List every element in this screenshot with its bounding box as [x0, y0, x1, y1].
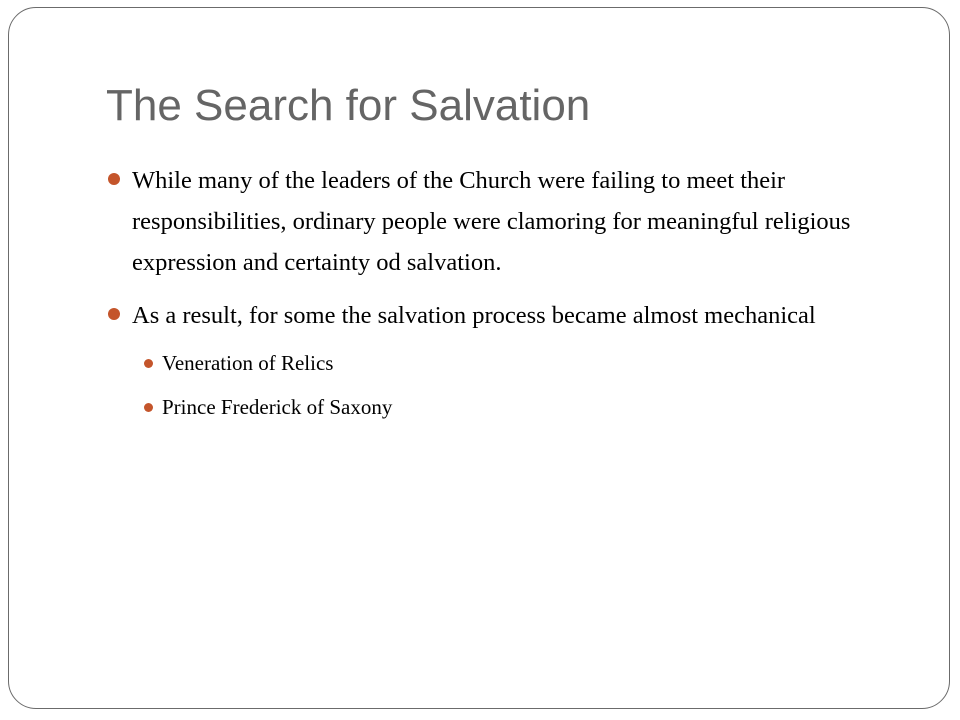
bullet-dot-icon: [108, 308, 120, 320]
sub-bullet-text: Veneration of Relics: [162, 351, 334, 375]
bullet-item: [106, 160, 866, 283]
bullet-item: [106, 295, 866, 336]
sub-bullet-item: [144, 392, 866, 422]
sub-bullet-item: [144, 348, 866, 378]
bullet-text: While many of the leaders of the Church were failing to meet their responsibilities, ordinary people were clamoring for meaningful religious expression and certainty od salvation.: [132, 167, 851, 276]
bullet-text: As a result, for some the salvation process became almost mechanical: [132, 302, 816, 329]
sub-bullet-dot-icon: [144, 359, 153, 368]
slide-title: The Search for Salvation: [106, 81, 591, 130]
sub-bullet-text: Prince Frederick of Saxony: [162, 395, 393, 419]
slide-body: [106, 160, 866, 436]
bullet-dot-icon: [108, 173, 120, 185]
sub-bullet-list: [106, 348, 866, 422]
sub-bullet-dot-icon: [144, 403, 153, 412]
